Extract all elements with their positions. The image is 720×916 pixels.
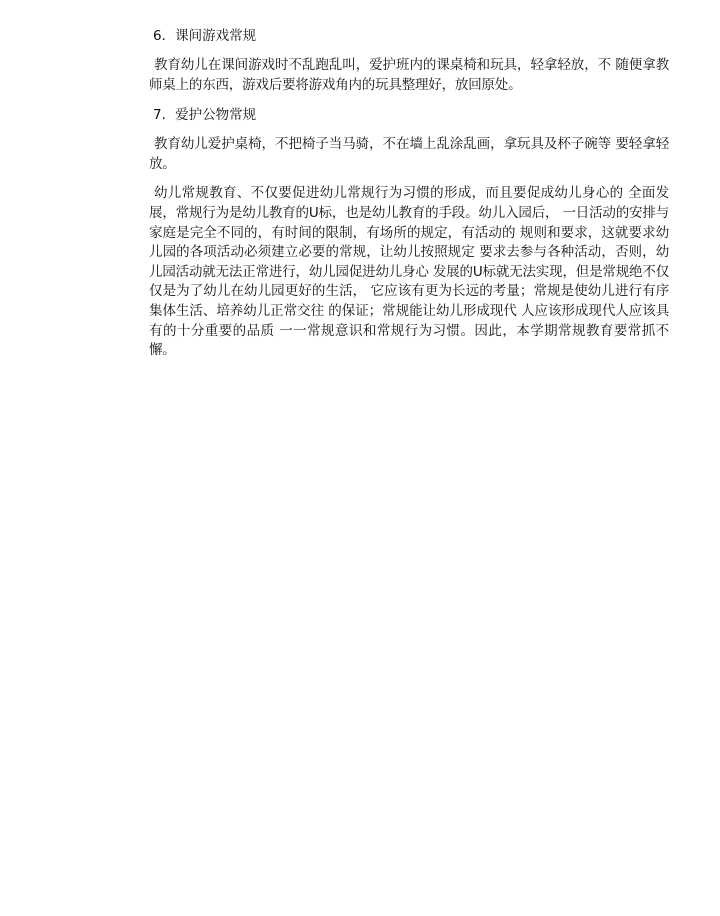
section-heading-public-property: 7．爱护公物常规 bbox=[153, 107, 257, 124]
section-heading-recess-games: 6．课间游戏常规 bbox=[153, 28, 257, 44]
paragraph-public-property: 教育幼儿爱护桌椅，不把椅子当马骑，不在墙上乱涂乱画，拿玩具及杯子碗等 要轻拿轻放。 bbox=[149, 136, 669, 172]
paragraph-routine-education-summary: 幼儿常规教育、不仅要促进幼儿常规行为习惯的形成，而且要促成幼儿身心的 全面发展，常规行为是幼儿教育的U标，也是幼儿教育的手段。幼儿入园后， 一日活动的安排与家庭是完全不同的，有时间的限制，有场所的规定，有活动的 规则和要求，这就要求幼儿园的各项活动必须建立必要的常规，让幼儿按照规定 要求去参与各种活动，否则，幼儿园活动就无法正常进行，幼儿园促进幼儿身心 发展的U标就无法实现，但是常规绝不仅仅是为了幼儿在幼儿园更好的生活， 它应该有更为长远的考量；常规是使幼儿进行有序集体生活、培养幼儿正常交往 的保证；常规能让幼儿形成现代 人应该形成现代人应该具有的十分重要的品质 一一常规意识和常规行为习惯。因此，本学期常规教育要常抓不懈。 bbox=[149, 185, 669, 359]
document-page bbox=[149, 26, 669, 371]
paragraph-recess-games: 教育幼儿在课间游戏时不乱跑乱叫，爱护班内的课桌椅和玩具，轻拿轻放，不 随便拿教师桌上的东西，游戏后要将游戏角内的玩具整理好，放回原处。 bbox=[149, 57, 669, 93]
